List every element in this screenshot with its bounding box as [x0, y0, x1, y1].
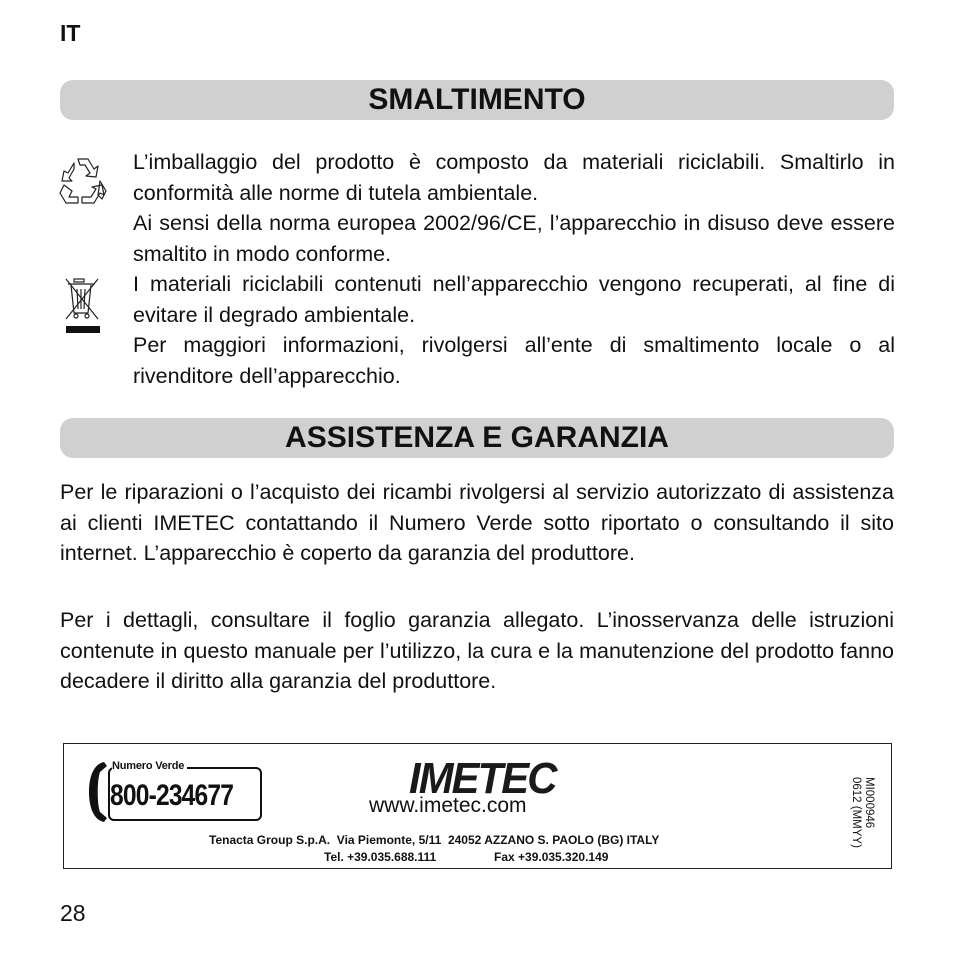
page-number: 28	[60, 900, 86, 926]
smaltimento-paragraph-4: Per maggiori informazioni, rivolgersi all’ente di smaltimento locale o al rivenditore dell’apparecchio.	[133, 333, 895, 388]
phone-number: 800-234677	[110, 779, 234, 812]
document-date-code: 0612 (MMYY)	[850, 777, 862, 848]
smaltimento-paragraph-3: I materiali riciclabili contenuti nell’apparecchio vengono recuperati, al fine di evitare il degrado ambientale.	[133, 272, 895, 327]
fax-number: Fax +39.035.320.149	[494, 850, 609, 864]
language-label: IT	[60, 20, 81, 46]
numero-verde-label: Numero Verde	[112, 760, 187, 772]
section-title-assistenza: ASSISTENZA E GARANZIA	[60, 418, 894, 458]
company-address: Tenacta Group S.p.A. Via Piemonte, 5/11 24052 AZZANO S. PAOLO (BG) ITALY	[209, 833, 660, 847]
contact-box	[63, 743, 892, 869]
section-title-smaltimento: SMALTIMENTO	[60, 80, 894, 120]
telephone-number: Tel. +39.035.688.111	[324, 850, 437, 864]
numero-verde-block	[86, 760, 266, 826]
crossed-bin-icon	[62, 275, 102, 335]
assistenza-paragraph-1: Per le riparazioni o l’acquisto dei ricambi rivolgersi al servizio autorizzato di assistenza ai clienti IMETEC contattando il Numero Verde sotto riportato o consultando il sito internet. L’apparecchio è coperto da garanzia del produttore.	[60, 480, 894, 565]
smaltimento-paragraph-2: Ai sensi della norma europea 2002/96/CE, l’apparecchio in disuso deve essere smaltito in modo conforme.	[133, 211, 895, 266]
website-url[interactable]: www.imetec.com	[369, 794, 527, 817]
document-code	[837, 777, 877, 857]
assistenza-paragraph-2: Per i dettagli, consultare il foglio garanzia allegato. L’inosservanza delle istruzioni contenute in questo manuale per l’utilizzo, la cura e la manutenzione del prodotto fanno decadere il diritto alla garanzia del produttore.	[60, 608, 894, 693]
phone-handset-icon	[86, 760, 110, 824]
smaltimento-paragraph-1: L’imballaggio del prodotto è composto da materiali riciclabili. Smaltirlo in conformità alle norme di tutela ambientale.	[133, 150, 895, 205]
document-code-id: MI000946	[863, 777, 875, 829]
recycle-icon	[58, 155, 108, 207]
imetec-logo: IMETEC	[409, 754, 556, 803]
